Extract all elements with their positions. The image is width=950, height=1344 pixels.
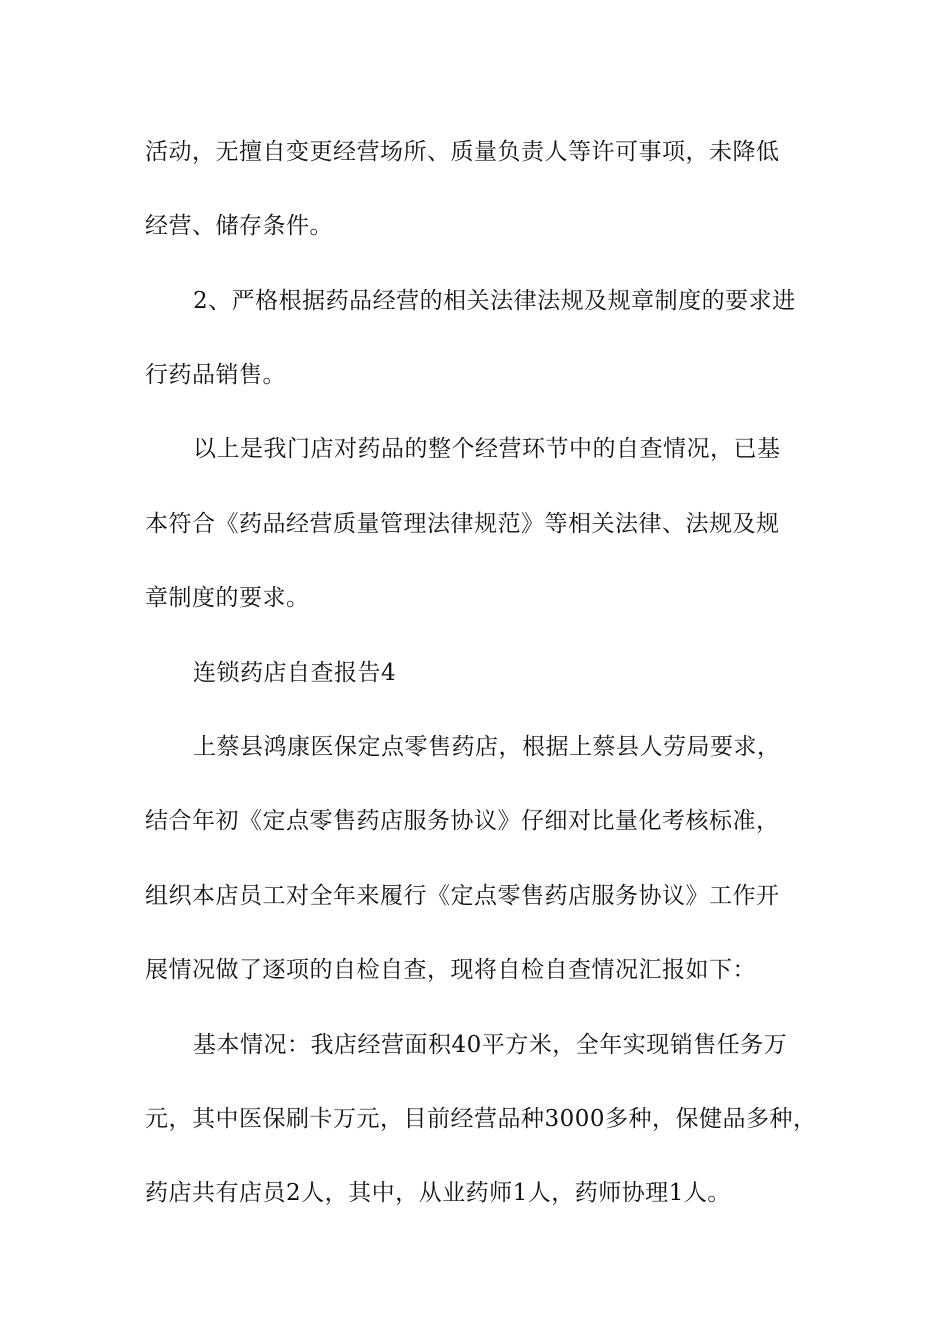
text-line: 组织本店员工对全年来履行《定点零售药店服务协议》工作开 [145, 883, 780, 909]
text-line: 基本情况：我店经营面积40平方米，全年实现销售任务万 [193, 1032, 788, 1058]
text-line: 结合年初《定点零售药店服务协议》仔细对比量化考核标准， [145, 808, 780, 834]
section-heading: 连锁药店自查报告4 [193, 660, 397, 686]
text-line: 经营、储存条件。 [145, 213, 333, 239]
text-line: 本符合《药品经营质量管理法律规范》等相关法律、法规及规 [145, 511, 780, 537]
text-line: 元，其中医保刷卡万元，目前经营品种3000多种，保健品多种， [145, 1106, 817, 1132]
text-line: 上蔡县鸿康医保定点零售药店，根据上蔡县人劳局要求， [193, 734, 781, 760]
text-line: 章制度的要求。 [145, 585, 310, 611]
text-line: 2、严格根据药品经营的相关法律法规及规章制度的要求进 [193, 288, 796, 314]
text-line: 行药品销售。 [145, 362, 286, 388]
text-line: 以上是我门店对药品的整个经营环节中的自查情况，已基 [193, 436, 781, 462]
text-line: 药店共有店员2人，其中，从业药师1人，药师协理1人。 [145, 1180, 731, 1206]
text-line: 活动，无擅自变更经营场所、质量负责人等许可事项，未降低 [145, 139, 780, 165]
text-line: 展情况做了逐项的自检自查，现将自检自查情况汇报如下： [145, 957, 756, 983]
